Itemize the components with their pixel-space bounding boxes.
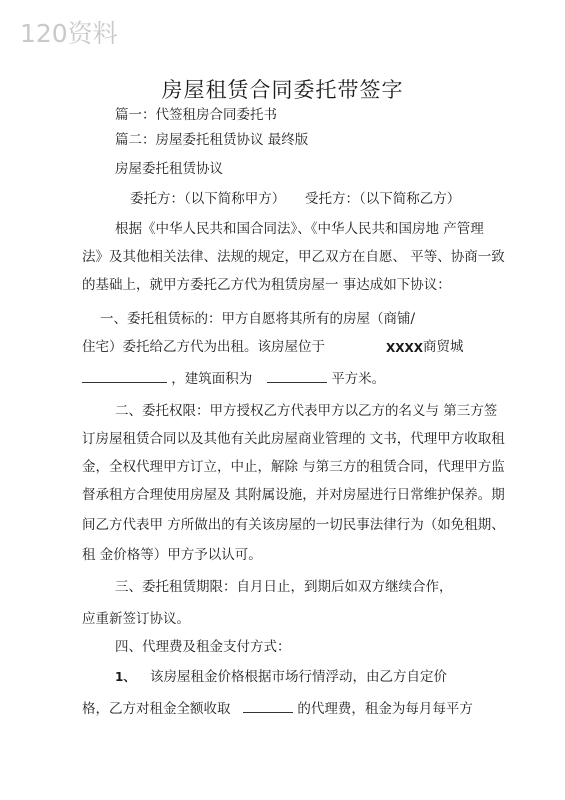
intro-line-1: 根据《中华人民共和国合同法》、《中华人民共和国房地 产管理 [115, 221, 484, 237]
blank-agency-fee [243, 700, 293, 713]
section-subtitle: 房屋委托租赁协议 [115, 161, 223, 177]
clause-1-placeholder: XXXX [386, 341, 424, 355]
toc-item-2: 篇二：房屋委托租赁协议 最终版 [115, 132, 309, 148]
clause-2-line-2: 订房屋租赁合同以及其他有关此房屋商业管理的 文书，代理甲方收取租 [82, 431, 505, 447]
principal-party: 委托方：（以下简称甲方） [130, 191, 286, 207]
area-unit: 平方米。 [331, 371, 386, 387]
blank-address [82, 370, 167, 383]
agent-party: 受托方：（以下简称乙方） [305, 191, 461, 207]
intro-line-2: 法》及其他相关法律、法规的规定，甲乙双方在自愿、 平等、协商一致 [82, 249, 505, 265]
clause-1-location-text: 住宅）委托给乙方代为出租。该房屋位于 [82, 339, 325, 355]
toc-item-1: 篇一：代签租房合同委托书 [115, 107, 277, 123]
clause-2-line-1: 二、委托权限：甲方授权乙方代表甲方以乙方的名义与 第三方签 [115, 403, 498, 419]
clause-4-para-1-line-2 [82, 700, 473, 718]
clause-2-line-4: 督承租方合理使用房屋及 其附属设施，并对房屋进行日常维护保养。期 [82, 487, 505, 503]
clause-4-para-1-line-1 [115, 668, 447, 686]
rent-label: 的代理费，租金为每月每平方 [297, 701, 473, 717]
blank-area [267, 370, 327, 383]
area-label: ，建筑面积为 [171, 371, 253, 387]
clause-1-mall: 商贸城 [423, 339, 464, 355]
clause-1-line-3 [82, 370, 385, 388]
clause-4-item-text: 该房屋租金价格根据市场行情浮动，由乙方自定价 [149, 669, 447, 685]
intro-line-3: 的基础上，就甲方委托乙方代为租赁房屋一 事达成如下协议： [82, 277, 451, 293]
watermark: 120资料 [20, 19, 118, 48]
clause-1-line-2 [82, 338, 325, 356]
clause-2-line-6: 租 金价格等）甲方予以认可。 [82, 547, 262, 563]
agency-fee-label: 格，乙方对租金全额收取 [82, 701, 231, 717]
clause-3-line-1: 三、委托租赁期限：自月日止，到期后如双方继续合作， [115, 579, 453, 595]
clause-2-line-3: 金，全权代理甲方订立，中止，解除 与第三方的租赁合同，代理甲方监 [82, 459, 505, 475]
clause-4-item-number: 1、 [115, 670, 136, 684]
clause-4-heading: 四、代理费及租金支付方式： [115, 639, 291, 655]
clause-2-line-5: 间乙方代表甲 方所做出的有关该房屋的一切民事法律行为（如免租期、 [82, 517, 505, 533]
clause-1-line-1: 一、委托租赁标的：甲方自愿将其所有的房屋（商铺/ [100, 311, 416, 327]
document-title: 房屋租赁合同委托带签字 [161, 78, 404, 102]
clause-3-line-2: 应重新签订协议。 [82, 611, 190, 627]
